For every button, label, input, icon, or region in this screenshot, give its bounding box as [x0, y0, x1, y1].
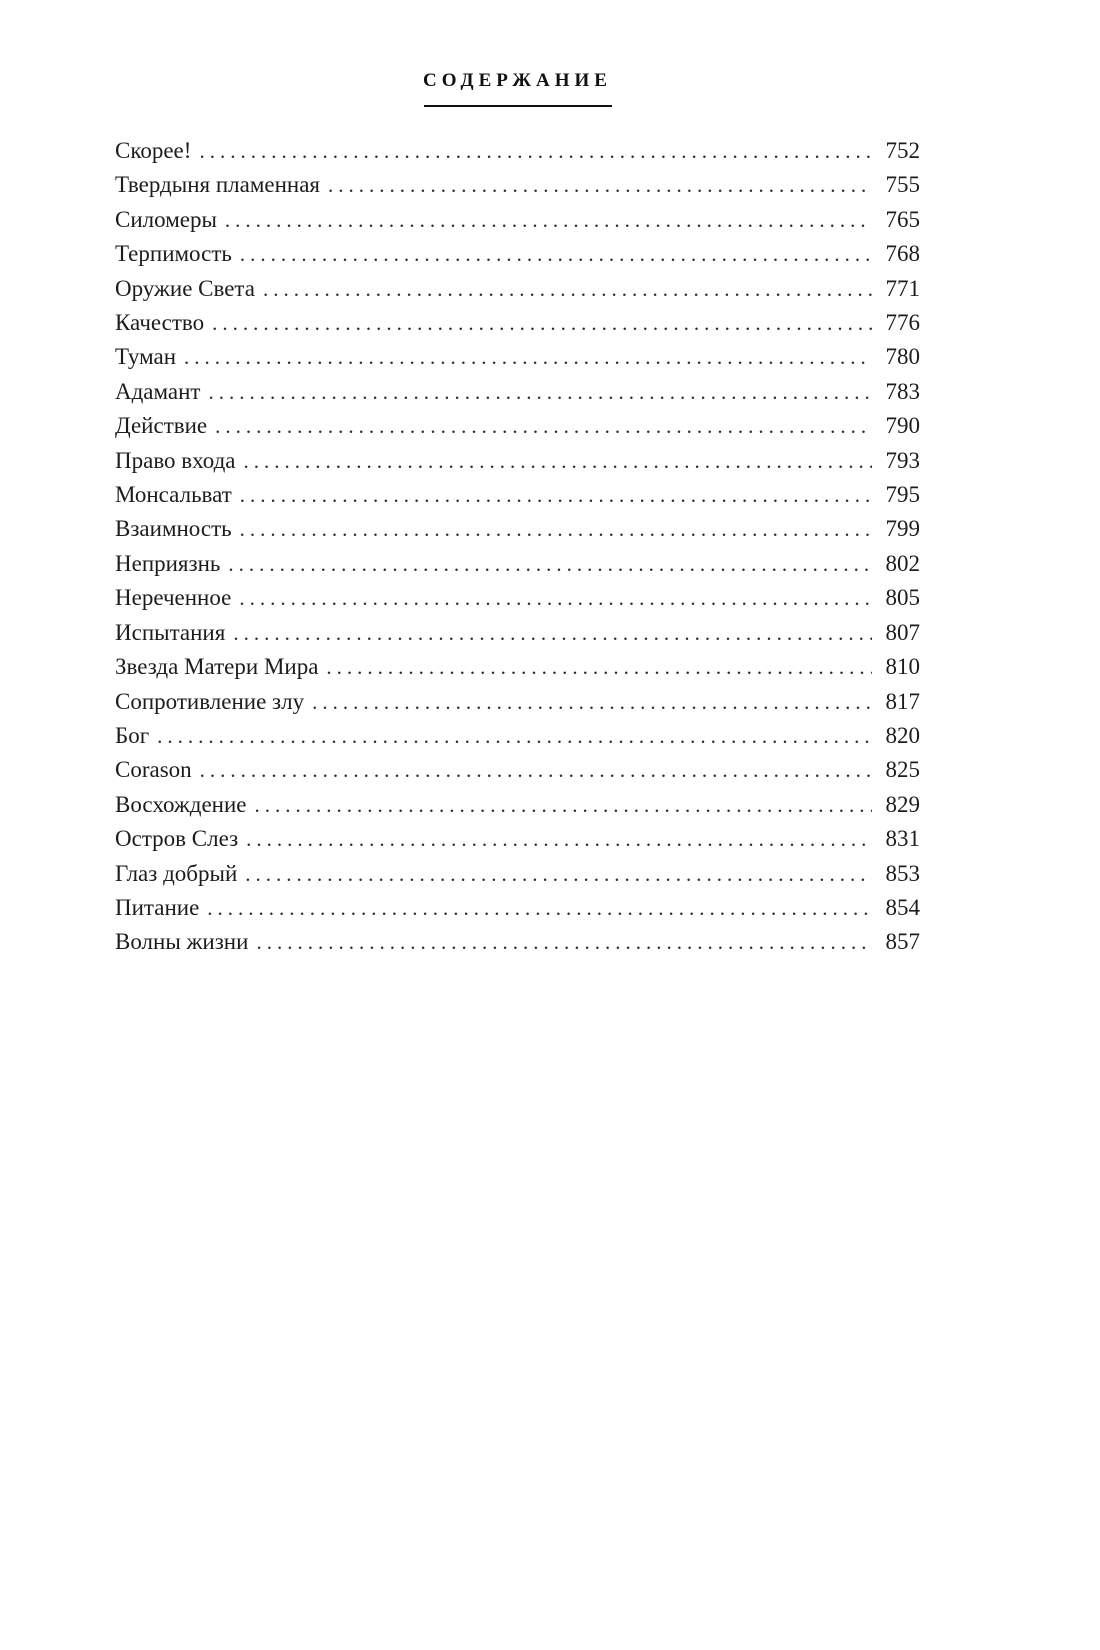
toc-entry — [115, 547, 920, 581]
toc-entry — [115, 375, 920, 409]
toc-entry-title: Волны жизни — [115, 929, 249, 955]
toc-entry-page: 776 — [885, 310, 920, 336]
toc-dot-leader — [240, 237, 872, 271]
toc-entry-title: Corason — [115, 757, 192, 783]
toc-entry-page: 768 — [885, 241, 920, 267]
toc-dot-leader — [199, 134, 872, 168]
toc-entry — [115, 409, 920, 443]
toc-dot-leader — [312, 685, 872, 719]
toc-entry-page: 805 — [885, 585, 920, 611]
toc-entry — [115, 168, 920, 202]
toc-dot-leader — [256, 925, 872, 959]
toc-dot-leader — [240, 478, 872, 512]
toc-entry — [115, 788, 920, 822]
toc-dot-leader — [244, 444, 872, 478]
toc-dot-leader — [207, 891, 872, 925]
toc-entry — [115, 306, 920, 340]
toc-entry-page: 817 — [885, 688, 920, 714]
toc-entry-page: 802 — [885, 550, 920, 576]
toc-entry-title: Адамант — [115, 378, 201, 404]
toc-entry — [115, 616, 920, 650]
toc-entry-title: Испытания — [115, 619, 226, 645]
toc-dot-leader — [209, 375, 873, 409]
toc-entry-page: 810 — [885, 654, 920, 680]
toc-dot-leader — [246, 822, 872, 856]
toc-entry-title: Силомеры — [115, 206, 217, 232]
toc-entry — [115, 719, 920, 753]
toc-entry-page: 771 — [885, 275, 920, 301]
toc-entry — [115, 478, 920, 512]
toc-entry-page: 854 — [885, 894, 920, 920]
toc-entry-title: Действие — [115, 413, 208, 439]
toc-entry — [115, 272, 920, 306]
toc-entry-title: Право входа — [115, 447, 236, 473]
toc-entry-title: Неприязнь — [115, 550, 221, 576]
toc-entry-page: 853 — [885, 860, 920, 886]
toc-entry-title: Оружие Света — [115, 275, 255, 301]
toc-dot-leader — [228, 547, 872, 581]
toc-entry-page: 820 — [885, 722, 920, 748]
toc-entry — [115, 237, 920, 271]
toc-header — [115, 70, 920, 107]
toc-entry-title: Звезда Матери Мира — [115, 654, 319, 680]
toc-entry — [115, 822, 920, 856]
toc-entry-page: 831 — [885, 826, 920, 852]
toc-entry-page: 752 — [885, 138, 920, 163]
toc-entry — [115, 650, 920, 684]
toc-dot-leader — [328, 168, 872, 202]
toc-entry-title: Туман — [115, 344, 177, 370]
toc-entry-title: Терпимость — [115, 241, 232, 267]
toc-dot-leader — [239, 581, 872, 615]
toc-dot-leader — [225, 203, 872, 237]
toc-entry — [115, 340, 920, 374]
toc-dot-leader — [255, 788, 873, 822]
toc-entry-title: Остров Слез — [115, 826, 239, 852]
toc-entry-page: 790 — [885, 413, 920, 439]
toc-entry-page: 825 — [885, 757, 920, 783]
toc-entry — [115, 891, 920, 925]
toc-entry-title: Скорее! — [115, 138, 192, 163]
toc-entry-page: 793 — [885, 447, 920, 473]
toc-entry-page: 755 — [885, 172, 920, 198]
toc-dot-leader — [326, 650, 872, 684]
header-rule — [424, 105, 612, 107]
toc-entry-page: 857 — [885, 929, 920, 955]
toc-dot-leader — [212, 306, 872, 340]
toc-dot-leader — [157, 719, 872, 753]
toc-entry-page: 783 — [885, 378, 920, 404]
toc-dot-leader — [240, 512, 872, 546]
toc-entry — [115, 203, 920, 237]
toc-entry — [115, 685, 920, 719]
toc-entry-page: 795 — [885, 482, 920, 508]
toc-entry-page: 799 — [885, 516, 920, 542]
toc-entry — [115, 753, 920, 787]
toc-entry-title: Питание — [115, 894, 200, 920]
toc-list — [115, 134, 920, 960]
toc-entry-title: Взаимность — [115, 516, 232, 542]
page-title: СОДЕРЖАНИЕ — [423, 70, 612, 91]
toc-dot-leader — [263, 272, 872, 306]
toc-entry — [115, 134, 920, 168]
toc-dot-leader — [233, 616, 872, 650]
toc-entry-title: Качество — [115, 310, 205, 336]
toc-entry-title: Монсальват — [115, 482, 232, 508]
toc-dot-leader — [200, 753, 872, 787]
toc-entry-page: 780 — [885, 344, 920, 370]
toc-entry — [115, 512, 920, 546]
toc-entry-title: Нереченное — [115, 585, 232, 611]
toc-entry-page: 829 — [885, 791, 920, 817]
toc-entry-title: Сопротивление злу — [115, 688, 305, 714]
toc-entry-page: 807 — [885, 619, 920, 645]
toc-entry-title: Твердыня пламенная — [115, 172, 320, 198]
toc-entry — [115, 925, 920, 959]
toc-entry — [115, 444, 920, 478]
toc-entry-title: Глаз добрый — [115, 860, 238, 886]
toc-dot-leader — [184, 340, 872, 374]
toc-dot-leader — [245, 857, 872, 891]
toc-entry — [115, 581, 920, 615]
toc-entry-title: Бог — [115, 722, 150, 748]
toc-dot-leader — [215, 409, 872, 443]
toc-entry — [115, 857, 920, 891]
toc-entry-page: 765 — [885, 206, 920, 232]
toc-entry-title: Восхождение — [115, 791, 247, 817]
